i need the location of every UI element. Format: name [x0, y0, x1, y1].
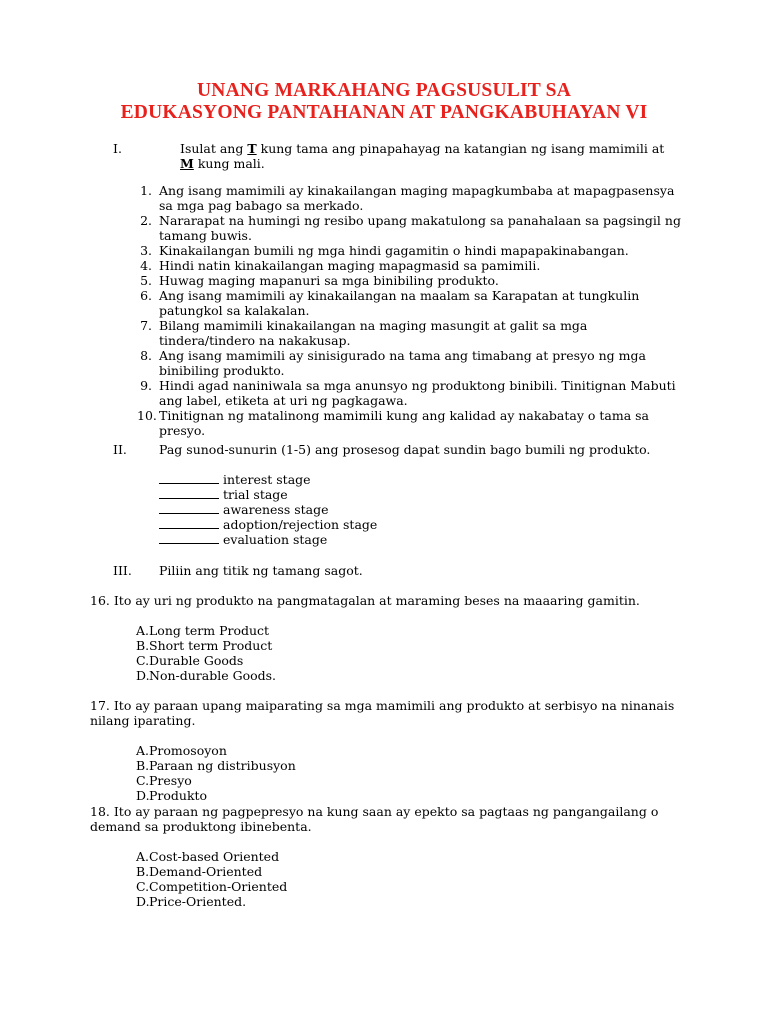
document-title — [0, 80, 768, 124]
option-text: Short term Product — [149, 638, 273, 653]
item-text: Hindi agad naniniwala sa mga anunsyo ng produktong binibili. Tinitignan Mabuti ang label, etiketa at uri ng pagkagawa. — [159, 378, 676, 408]
answer-option — [136, 668, 680, 683]
item-number: 8. — [140, 348, 152, 363]
list-item — [137, 348, 682, 378]
option-text: Paraan ng distribusyon — [149, 758, 296, 773]
answer-option — [136, 879, 680, 894]
option-letter: A. — [136, 743, 150, 758]
question-text: 16. Ito ay uri ng produkto na pangmatagalan at maraming beses na maaaring gamitin. — [90, 593, 640, 608]
item-text: Ang isang mamimili ay kinakailangan na maalam sa Karapatan at tungkulin patungkol sa kalakalan. — [159, 288, 640, 318]
option-letter: C. — [136, 879, 150, 894]
item-text: Kinakailangan bumili ng mga hindi gagamitin o hindi mapapakinabangan. — [159, 243, 629, 258]
answer-option — [136, 788, 680, 803]
question-18 — [90, 804, 680, 909]
answer-option — [136, 653, 680, 668]
section-1-instruction: Isulat ang T kung tama ang pinapahayag na katangian ng isang mamimili at M kung mali. — [180, 141, 665, 171]
answer-blank[interactable] — [159, 487, 219, 499]
item-number: 7. — [140, 318, 152, 333]
answer-option — [136, 758, 680, 773]
option-letter: B. — [136, 758, 150, 773]
option-letter: A. — [136, 849, 150, 864]
list-item — [137, 288, 682, 318]
stage-item — [159, 502, 377, 517]
option-text: Presyo — [149, 773, 192, 788]
stage-item — [159, 487, 377, 502]
item-text: Tinitignan ng matalinong mamimili kung ang kalidad ay nakabatay o tama sa presyo. — [159, 408, 649, 438]
item-number: 5. — [140, 273, 152, 288]
answer-option — [136, 773, 680, 788]
answer-blank[interactable] — [159, 502, 219, 514]
list-item — [137, 378, 682, 408]
option-text: Promosoyon — [149, 743, 227, 758]
item-text: Hindi natin kinakailangan maging mapagmasid sa pamimili. — [159, 258, 541, 273]
item-number: 4. — [140, 258, 152, 273]
title-line-1: UNANG MARKAHANG PAGSUSULIT SA — [197, 80, 571, 101]
answer-blank[interactable] — [159, 532, 219, 544]
item-number: 9. — [140, 378, 152, 393]
answer-blank[interactable] — [159, 472, 219, 484]
option-letter: A. — [136, 623, 150, 638]
list-item — [137, 273, 682, 288]
stage-label: awareness stage — [223, 502, 329, 517]
option-letter: D. — [136, 668, 150, 683]
option-text: Demand-Oriented — [149, 864, 263, 879]
answer-options — [90, 849, 680, 909]
option-text: Non-durable Goods. — [149, 668, 277, 683]
stage-item — [159, 532, 377, 547]
answer-option — [136, 864, 680, 879]
list-item — [137, 183, 682, 213]
list-item — [137, 258, 682, 273]
stage-item — [159, 517, 377, 532]
answer-option — [136, 623, 680, 638]
item-number: 10. — [137, 408, 157, 423]
question-17 — [90, 698, 680, 803]
option-letter: D. — [136, 894, 150, 909]
stage-label: interest stage — [223, 472, 311, 487]
letter-m: M — [180, 156, 194, 171]
item-text: Huwag maging mapanuri sa mga binibiling produkto. — [159, 273, 499, 288]
answer-options — [90, 623, 680, 683]
answer-option — [136, 894, 680, 909]
item-text: Bilang mamimili kinakailangan na maging masungit at galit sa mga tindera/tindero na nakakusap. — [159, 318, 588, 348]
item-number: 6. — [140, 288, 152, 303]
section-1-numeral: I. — [113, 141, 122, 156]
item-number: 1. — [140, 183, 152, 198]
option-letter: B. — [136, 638, 150, 653]
list-item — [137, 213, 682, 243]
answer-option — [136, 849, 680, 864]
item-number: 2. — [140, 213, 152, 228]
option-text: Price-Oriented. — [149, 894, 247, 909]
option-letter: C. — [136, 653, 150, 668]
list-item — [137, 408, 682, 438]
option-text: Long term Product — [149, 623, 270, 638]
section-2-instruction: Pag sunod-sunurin (1-5) ang prosesog dapat sundin bago bumili ng produkto. — [159, 442, 651, 457]
answer-option — [136, 743, 680, 758]
option-text: Cost-based Oriented — [149, 849, 280, 864]
option-letter: D. — [136, 788, 150, 803]
question-text: 18. Ito ay paraan ng pagpepresyo na kung saan ay epekto sa pagtaas ng pangangailang o demand sa produktong ibinebenta. — [90, 804, 659, 834]
option-text: Competition-Oriented — [149, 879, 288, 894]
answer-options — [90, 743, 680, 803]
title-line-2: EDUKASYONG PANTAHANAN AT PANGKABUHAYAN VI — [120, 102, 648, 123]
stage-label: adoption/rejection stage — [223, 517, 378, 532]
item-text: Ang isang mamimili ay kinakailangan maging mapagkumbaba at mapagpasensya sa mga pag babago sa merkado. — [159, 183, 675, 213]
item-text: Ang isang mamimili ay sinisigurado na tama ang timabang at presyo ng mga binibiling produkto. — [159, 348, 646, 378]
option-text: Produkto — [149, 788, 208, 803]
answer-blank[interactable] — [159, 517, 219, 529]
item-number: 3. — [140, 243, 152, 258]
stage-list — [159, 472, 377, 547]
section-1-items — [137, 183, 682, 438]
answer-option — [136, 638, 680, 653]
list-item — [137, 243, 682, 258]
option-text: Durable Goods — [149, 653, 244, 668]
section-3-numeral: III. — [113, 563, 132, 578]
question-16 — [90, 593, 680, 683]
question-text: 17. Ito ay paraan upang maiparating sa mga mamimili ang produkto at serbisyo na ninanais nilang iparating. — [90, 698, 675, 728]
option-letter: B. — [136, 864, 150, 879]
stage-label: evaluation stage — [223, 532, 328, 547]
section-2-numeral: II. — [113, 442, 127, 457]
section-3-instruction: Piliin ang titik ng tamang sagot. — [159, 563, 363, 578]
stage-label: trial stage — [223, 487, 288, 502]
list-item — [137, 318, 682, 348]
stage-item — [159, 472, 377, 487]
option-letter: C. — [136, 773, 150, 788]
letter-t: T — [247, 141, 257, 156]
item-text: Nararapat na humingi ng resibo upang makatulong sa panahalaan sa pagsingil ng tamang buwis. — [159, 213, 681, 243]
